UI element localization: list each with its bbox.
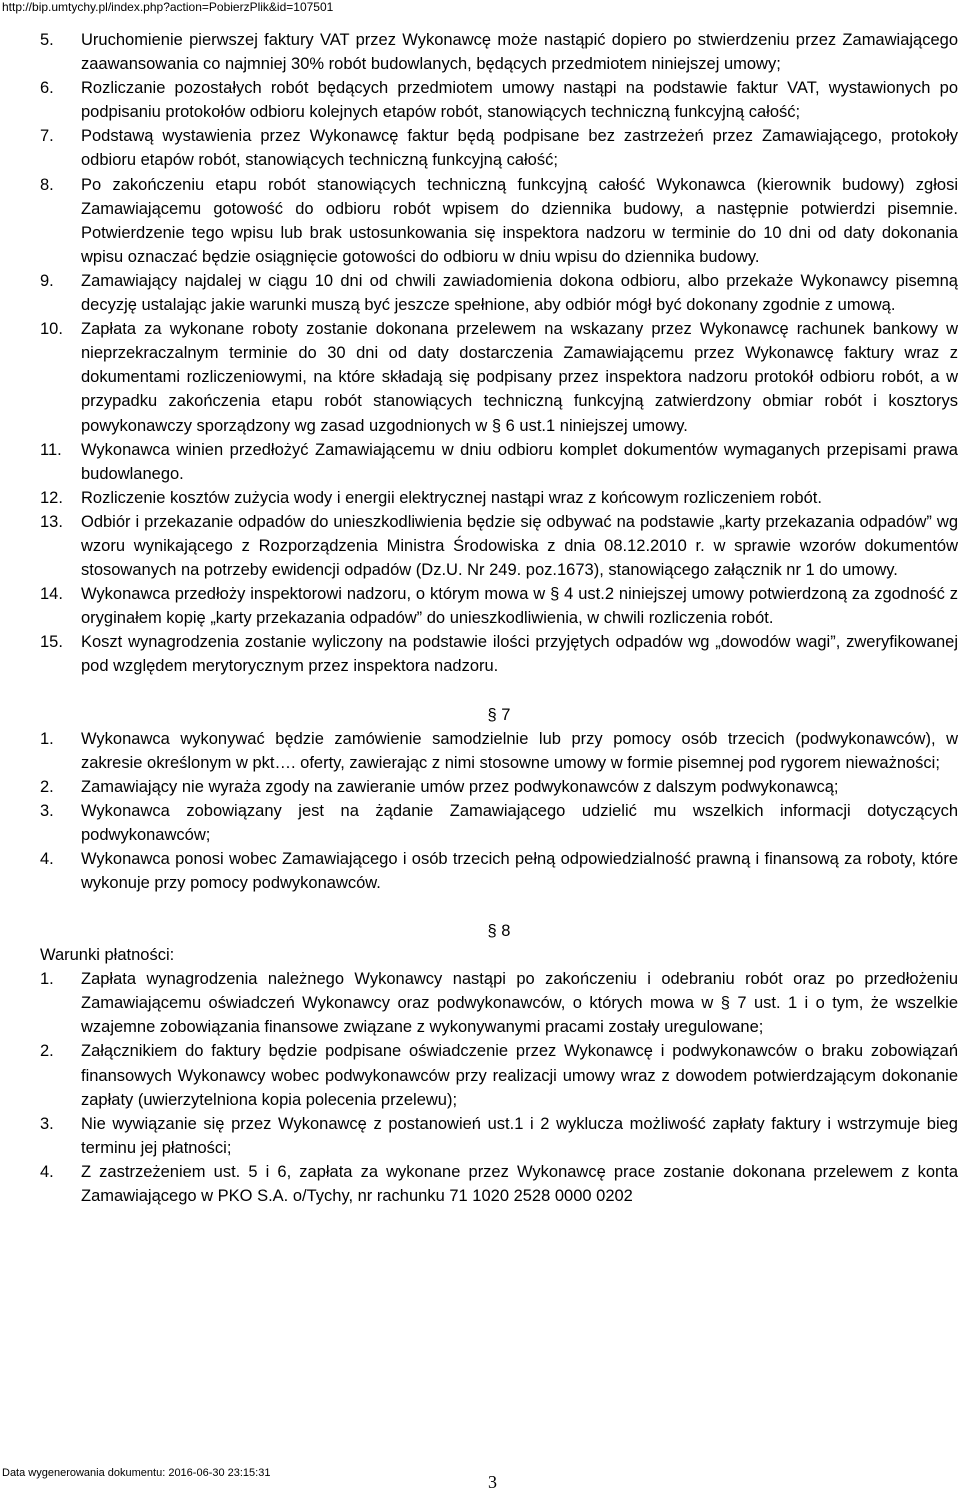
clause-item bbox=[40, 486, 958, 510]
clause-text: Koszt wynagrodzenia zostanie wyliczony na podstawie ilości przyjętych odpadów wg „dowodów wagi”, zweryfikowanej pod względem merytorycznym przez inspektora nadzoru. bbox=[81, 633, 958, 676]
clause-item bbox=[40, 173, 958, 269]
clause-list-section-6 bbox=[40, 28, 958, 679]
clause-number: 13. bbox=[40, 512, 63, 531]
clause-text: Załącznikiem do faktury będzie podpisane oświadczenie przez Wykonawcę i podwykonawców o braku zobowiązań finansowych Wykonawcy wobec podwykonawców przy realizacji umowy wraz z dowodem potwierdzającym dokonanie zapłaty (uwierzytelniona kopia polecenia przelewu); bbox=[81, 1042, 958, 1109]
clause-number: 2. bbox=[40, 777, 54, 796]
generation-date: Data wygenerowania dokumentu: 2016-06-30 23:15:31 bbox=[2, 1467, 271, 1479]
clause-text: Podstawą wystawienia przez Wykonawcę faktur będą podpisane bez zastrzeżeń przez Zamawiającego, protokoły odbioru etapów robót, stanowiących techniczną funkcyjną całość; bbox=[81, 127, 958, 170]
clause-item bbox=[40, 775, 958, 799]
clause-item bbox=[40, 582, 958, 630]
clause-text: Rozliczanie pozostałych robót będących przedmiotem umowy nastąpi na podstawie faktur VAT, wystawionych po podpisaniu protokołów odbioru kolejnych etapów robót, stanowiących techniczną funkcyjną całość; bbox=[81, 79, 958, 122]
clause-number: 15. bbox=[40, 633, 63, 652]
clause-text: Wykonawca zobowiązany jest na żądanie Zamawiającego udzielić mu wszelkich informacji dotyczących podwykonawców; bbox=[81, 801, 958, 844]
clause-item bbox=[40, 76, 958, 124]
document-body bbox=[40, 28, 958, 1208]
clause-text: Uruchomienie pierwszej faktury VAT przez Wykonawcę może nastąpić dopiero po stwierdzeniu przez Zamawiającego zaawansowania co najmniej 30% robót budowlanych, będących przedmiotem niniejszej umowy; bbox=[81, 31, 958, 74]
clause-list-section-8 bbox=[40, 967, 958, 1208]
clause-number: 11. bbox=[40, 440, 62, 459]
clause-text: Zamawiający nie wyraża zgody na zawieranie umów przez podwykonawców z dalszym podwykonawcą; bbox=[81, 777, 839, 796]
clause-item bbox=[40, 799, 958, 847]
clause-text: Zapłata za wykonane roboty zostanie dokonana przelewem na wskazany przez Wykonawcę rachunek bankowy w nieprzekraczalnym terminie do 30 dni od daty dostarczenia Zamawiającemu przez Wykonawcę faktury wraz z dokumentami rozliczeniowymi, na które składają się podpisany przez inspektora nadzoru protokół odbioru robót, a w przypadku zakończenia etapu robót stanowiących techniczną funkcyjną zatwierdzony obmiar robót i kosztorys powykonawczy sporządzony wg zasad uzgodnionych w § 6 ust.1 niniejszej umowy. bbox=[81, 320, 958, 435]
clause-list-section-7 bbox=[40, 727, 958, 896]
clause-item bbox=[40, 438, 958, 486]
clause-item bbox=[40, 727, 958, 775]
clause-item bbox=[40, 317, 958, 437]
clause-number: 8. bbox=[40, 175, 54, 194]
clause-item bbox=[40, 269, 958, 317]
clause-text: Z zastrzeżeniem ust. 5 i 6, zapłata za wykonane przez Wykonawcę prace zostanie dokonana przelewem z konta Zamawiającego w PKO S.A. o/Tychy, nr rachunku 71 1020 2528 0000 0202 bbox=[81, 1162, 958, 1206]
clause-text: Zapłata wynagrodzenia należnego Wykonawcy nastąpi po zakończeniu i odebraniu robót oraz po przedłożeniu Zamawiającemu oświadczeń Wykonawcy oraz podwykonawców, o których mowa w § 7 ust. 1 i o tym, że wszelkie wzajemne zobowiązania finansowe związane z wykonywanymi pracami zostały uregulowane; bbox=[81, 970, 958, 1037]
clause-number: 1. bbox=[40, 970, 54, 989]
clause-number: 2. bbox=[40, 1042, 54, 1061]
clause-text: Po zakończeniu etapu robót stanowiących techniczną funkcyjną całość Wykonawca (kierownik budowy) zgłosi Zamawiającemu gotowość do odbioru robót wpisem do dziennika budowy, a następnie potwierdzi pisemnie. Potwierdzenie tego wpisu lub brak ustosunkowania się inspektora nadzoru w terminie do 10 dni od daty dokonania wpisu oznaczać będzie osiągnięcie gotowości do odbioru w dniu wpisu do dziennika budowy. bbox=[81, 175, 958, 266]
clause-number: 4. bbox=[40, 850, 54, 868]
clause-number: 12. bbox=[40, 488, 63, 507]
clause-text: Wykonawca wykonywać będzie zamówienie samodzielnie lub przy pomocy osób trzecich (podwykonawców), w zakresie określonym w pkt…. oferty, zawierając z nimi stosowne umowy w formie pisemnej pod rygorem nieważności; bbox=[81, 729, 958, 772]
source-url: http://bip.umtychy.pl/index.php?action=PobierzPlik&id=107501 bbox=[2, 0, 334, 14]
clause-text: Rozliczenie kosztów zużycia wody i energii elektrycznej nastąpi wraz z końcowym rozliczeniem robót. bbox=[81, 488, 822, 507]
clause-item bbox=[40, 630, 958, 678]
clause-number: 9. bbox=[40, 271, 54, 290]
section-7-title: § 7 bbox=[487, 705, 511, 724]
clause-text: Nie wywiązanie się przez Wykonawcę z postanowień ust.1 i 2 wyklucza możliwość zapłaty faktury i wstrzymuje bieg terminu jej płatności; bbox=[81, 1114, 958, 1157]
clause-item bbox=[40, 967, 958, 1039]
clause-item bbox=[40, 1160, 958, 1208]
clause-number: 10. bbox=[40, 320, 63, 339]
clause-number: 14. bbox=[40, 585, 63, 604]
clause-number: 6. bbox=[40, 79, 54, 98]
clause-number: 1. bbox=[40, 729, 54, 748]
clause-text: Wykonawca ponosi wobec Zamawiającego i osób trzecich pełną odpowiedzialność prawną i finansową za roboty, które wykonuje przy pomocy podwykonawców. bbox=[81, 850, 958, 893]
clause-number: 5. bbox=[40, 31, 54, 49]
clause-text: Wykonawca przedłoży inspektorowi nadzoru, o którym mowa w § 4 ust.2 niniejszej umowy potwierdzoną za zgodność z oryginałem kopię „karty przekazania odpadów” do unieszkodliwienia, w chwili rozliczenia robót. bbox=[81, 585, 958, 628]
clause-number: 3. bbox=[40, 1114, 54, 1133]
section-8-title: § 8 bbox=[487, 922, 511, 941]
clause-text: Wykonawca winien przedłożyć Zamawiającemu w dniu odbioru komplet dokumentów wymaganych przepisami prawa budowlanego. bbox=[81, 440, 958, 483]
clause-number: 3. bbox=[40, 801, 54, 820]
clause-item bbox=[40, 510, 958, 582]
clause-item bbox=[40, 1112, 958, 1160]
clause-text: Zamawiający najdalej w ciągu 10 dni od chwili zawiadomienia dokona odbioru, albo przekaże Wykonawcy pisemną decyzję ustalając jakie warunki muszą być jeszcze spełnione, aby odbiór mógł być dokonany zgodnie z umową. bbox=[81, 271, 958, 315]
section-8-heading: Warunki płatności: bbox=[40, 946, 175, 965]
clause-text: Odbiór i przekazanie odpadów do unieszkodliwienia będzie się odbywać na podstawie „karty przekazania odpadów” wg wzoru wynikającego z Rozporządzenia Ministra Środowiska z dnia 08.12.2010 r. w sprawie wzorów dokumentów stosowanych na potrzeby ewidencji odpadów (Dz.U. Nr 249. poz.1673), stanowiącego załącznik nr 1 do umowy. bbox=[81, 512, 958, 580]
clause-number: 7. bbox=[40, 127, 54, 146]
page-number: 3 bbox=[488, 1472, 497, 1492]
clause-item bbox=[40, 124, 958, 172]
clause-item bbox=[40, 847, 958, 895]
clause-number: 4. bbox=[40, 1162, 54, 1181]
clause-item bbox=[40, 28, 958, 76]
clause-item bbox=[40, 1039, 958, 1111]
